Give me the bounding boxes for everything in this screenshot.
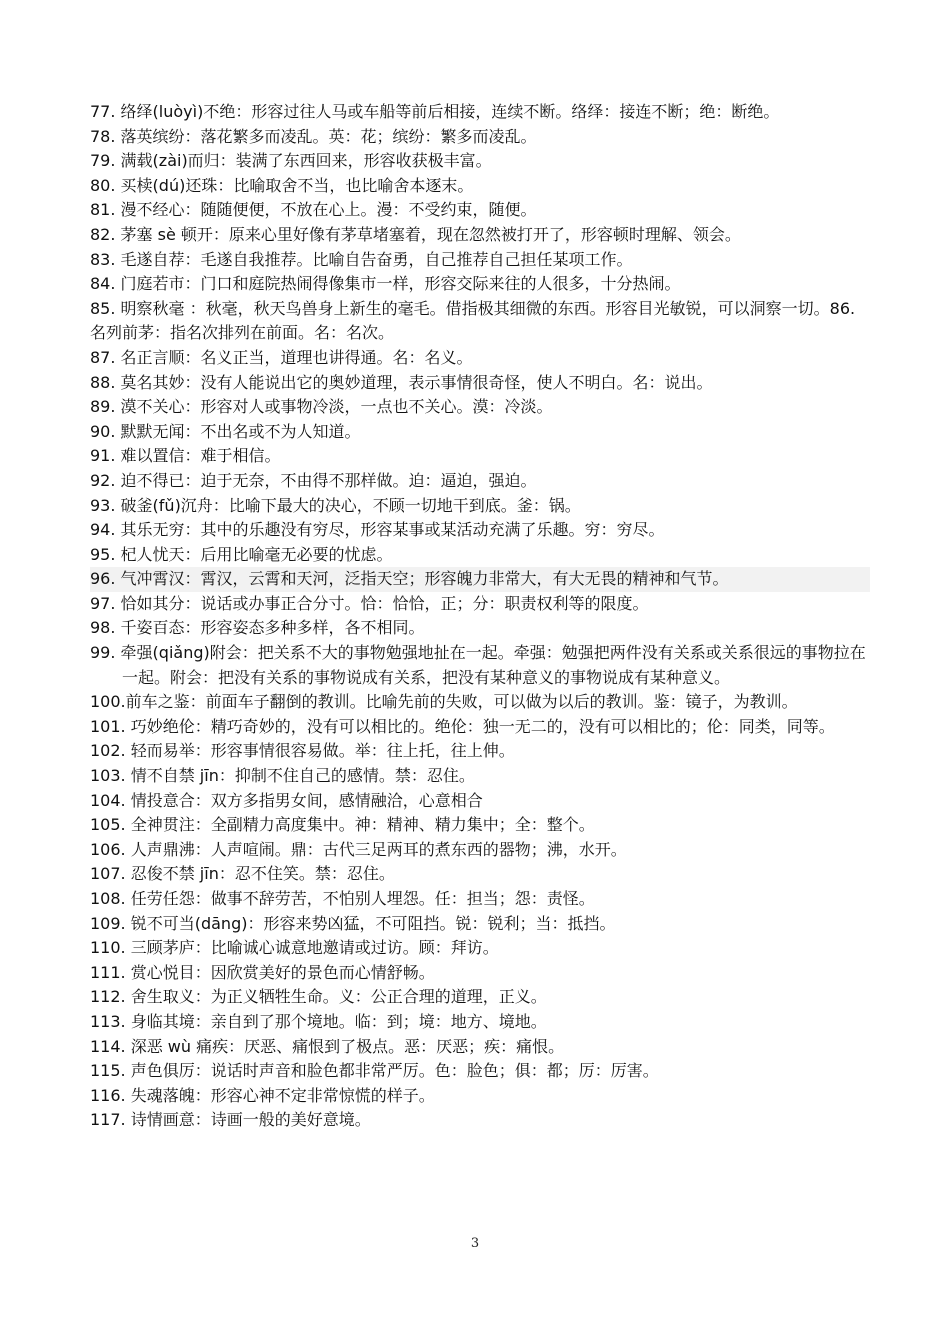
list-item: 91. 难以置信：难于相信。	[90, 446, 281, 466]
list-item: 96. 气冲霄汉：霄汉，云霄和天河，泛指天空；形容魄力非常大，有大无畏的精神和气节。	[90, 567, 870, 592]
list-item: 95. 杞人忧天：后用比喻毫无必要的忧虑。	[90, 544, 393, 564]
list-item: 109. 锐不可当(dāng)：形容来势凶猛，不可阻挡。锐：锐利；当：抵挡。	[90, 913, 616, 933]
list-item: 103. 情不自禁 jīn：抑制不住自己的感情。禁：忍住。	[90, 766, 475, 786]
list-item: 79. 满载(zài)而归：装满了东西回来，形容收获极丰富。	[90, 151, 492, 171]
list-item: 116. 失魂落魄：形容心神不定非常惊慌的样子。	[90, 1085, 435, 1105]
list-item: 92. 迫不得已：迫于无奈，不由得不那样做。迫：逼迫，强迫。	[90, 470, 537, 490]
list-item: 106. 人声鼎沸：人声喧闹。鼎：古代三足两耳的煮东西的器物；沸，水开。	[90, 839, 627, 859]
list-item: 93. 破釜(fǔ)沉舟：比喻下最大的决心，不顾一切地干到底。釜：锅。	[90, 495, 581, 515]
list-item: 117. 诗情画意：诗画一般的美好意境。	[90, 1110, 371, 1130]
list-item: 94. 其乐无穷：其中的乐趣没有穷尽，形容某事或某活动充满了乐趣。穷：穷尽。	[90, 520, 665, 540]
list-item: 78. 落英缤纷：落花繁多而凌乱。英：花；缤纷：繁多而凌乱。	[90, 126, 537, 146]
list-item: 77. 络绎(luòyì)不绝：形容过往人马或车船等前后相接，连续不断。络绎：接连不断；绝：断绝。	[90, 102, 780, 121]
list-item: 107. 忍俊不禁 jīn：忍不住笑。禁：忍住。	[90, 864, 395, 884]
list-item: 113. 身临其境：亲自到了那个境地。临：到；境：地方、境地。	[90, 1011, 547, 1031]
list-item: 80. 买椟(dú)还珠：比喻取舍不当，也比喻舍本逐末。	[90, 175, 474, 195]
list-item: 81. 漫不经心：随随便便，不放在心上。漫：不受约束，随便。	[90, 200, 537, 220]
document-body	[90, 100, 870, 1133]
list-item: 89. 漠不关心：形容对人或事物冷淡，一点也不关心。漠：冷淡。	[90, 397, 553, 417]
list-item: 110. 三顾茅庐：比喻诚心诚意地邀请或过访。顾：拜访。	[90, 938, 499, 958]
list-item: 111. 赏心悦目：因欣赏美好的景色而心情舒畅。	[90, 962, 435, 982]
list-item: 98. 千姿百态：形容姿态多种多样，各不相同。	[90, 618, 425, 638]
list-item: 102. 轻而易举：形容事情很容易做。举：往上托，往上伸。	[90, 741, 515, 761]
list-item: 101. 巧妙绝伦：精巧奇妙的，没有可以相比的。绝伦：独一无二的，没有可以相比的；伦：同类，同等。	[90, 716, 835, 736]
list-item: 114. 深恶 wù 痛疾：厌恶、痛恨到了极点。恶：厌恶；疾：痛恨。	[90, 1036, 565, 1056]
list-item: 90. 默默无闻：不出名或不为人知道。	[90, 421, 361, 441]
list-item: 115. 声色俱厉：说话时声音和脸色都非常严厉。色：脸色；俱：都；厉：厉害。	[90, 1061, 659, 1081]
list-item: 99. 牵强(qiǎng)附会：把关系不大的事物勉强地扯在一起。牵强：勉强把两件没有关系或关系很远的事物拉在一起。附会：把没有关系的事物说成有关系，把没有某种意义的事物说成有某种意义。	[90, 643, 866, 687]
list-item: 112. 舍生取义：为正义牺牲生命。义：公正合理的道理，正义。	[90, 987, 547, 1007]
list-item: 100.前车之鉴：前面车子翻倒的教训。比喻先前的失败，可以做为以后的教训。鉴：镜子，为教训。	[90, 692, 798, 712]
list-item: 88. 莫名其妙：没有人能说出它的奥妙道理，表示事情很奇怪，使人不明白。名：说出。	[90, 372, 713, 392]
list-item: 97. 恰如其分：说话或办事正合分寸。恰：恰恰，正；分：职责权利等的限度。	[90, 593, 649, 613]
list-item: 85. 明察秋毫 ：秋毫，秋天鸟兽身上新生的毫毛。借指极其细微的东西。形容目光敏锐，可以洞察一切。86. 名列前茅：指名次排列在前面。名：名次。	[90, 298, 856, 343]
list-item: 87. 名正言顺：名义正当，道理也讲得通。名：名义。	[90, 347, 473, 367]
list-item: 108. 任劳任怨：做事不辞劳苦，不怕别人埋怨。任：担当；怨：责怪。	[90, 889, 595, 908]
list-item: 84. 门庭若市：门口和庭院热闹得像集市一样，形容交际来往的人很多，十分热闹。	[90, 274, 681, 294]
list-item: 105. 全神贯注：全副精力高度集中。神：精神、精力集中；全：整个。	[90, 815, 595, 835]
list-item: 82. 茅塞 sè 顿开：原来心里好像有茅草堵塞着，现在忽然被打开了，形容顿时理解、领会。	[90, 224, 741, 244]
list-item: 83. 毛遂自荐：毛遂自我推荐。比喻自告奋勇，自己推荐自己担任某项工作。	[90, 249, 633, 269]
list-item: 104. 情投意合：双方多指男女间，感情融洽，心意相合	[90, 790, 483, 810]
page-number: 3	[470, 1236, 480, 1251]
